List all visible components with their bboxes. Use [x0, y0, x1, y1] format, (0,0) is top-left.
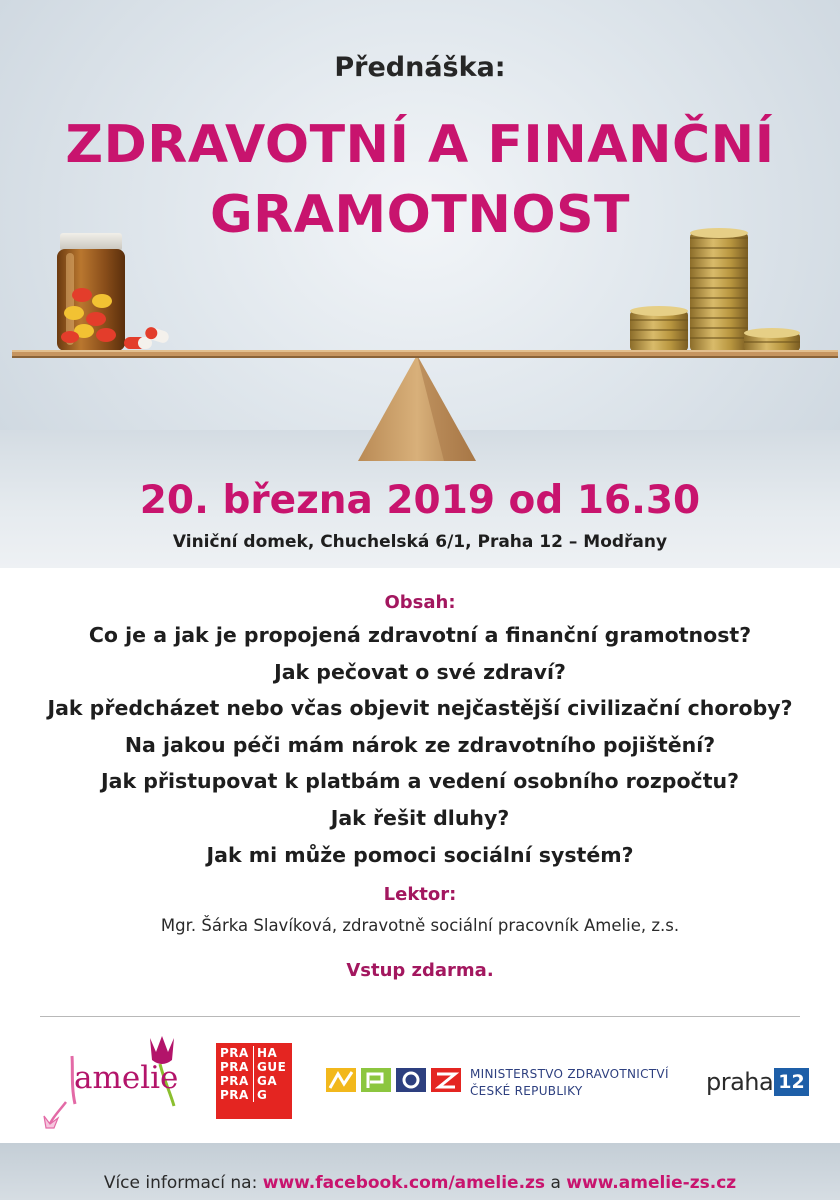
prague-logo-text: HA: [257, 1046, 278, 1060]
lecturer-name: Mgr. Šárka Slavíková, zdravotně sociální pracovník Amelie, z.s.: [160, 915, 680, 935]
topic-item: Jak pečovat o své zdraví?: [274, 659, 566, 684]
lecture-title-line-1: ZDRAVOTNÍ A FINANČNÍ: [65, 115, 775, 175]
topic-item: Co je a jak je propojená zdravotní a finanční gramotnost?: [88, 623, 752, 647]
coin-stack: [630, 306, 688, 351]
coin-stack: [690, 228, 748, 351]
balance-beam: [12, 350, 838, 358]
lecture-content: [0, 590, 840, 984]
event-date: 20. března 2019 od 16.30: [139, 478, 701, 523]
praha12-number: 12: [774, 1068, 808, 1096]
coin-stack: [744, 328, 800, 351]
prague-logo-text: GUE: [257, 1060, 287, 1074]
capsule-icon: [124, 326, 170, 349]
amelie-logo: [42, 1030, 192, 1130]
facebook-link[interactable]: www.facebook.com/amelie.zs: [262, 1173, 546, 1193]
topic-item: Jak přistupovat k platbám a vedení osobního rozpočtu?: [100, 769, 739, 794]
prague-logo-text: PRA: [220, 1060, 254, 1074]
topic-item: Jak řešit dluhy?: [330, 805, 510, 830]
amelie-wordmark: amelie: [74, 1060, 179, 1096]
prague-logo-text: PRA: [220, 1074, 254, 1088]
ministry-line-1: MINISTERSTVO ZDRAVOTNICTVÍ: [470, 1067, 669, 1081]
topic-item: Na jakou péči mám nárok ze zdravotního pojištění?: [124, 732, 716, 757]
prague-logo-text: PRA: [220, 1088, 254, 1102]
coin-stacks-icon: [630, 228, 800, 351]
praha12-logo: [706, 1066, 809, 1098]
prague-city-logo: [216, 1043, 292, 1119]
fulcrum: [358, 355, 476, 461]
ministry-line-2: ČESKÉ REPUBLIKY: [470, 1084, 583, 1098]
prague-logo-text: G: [257, 1088, 268, 1102]
footer-joiner: a: [550, 1173, 561, 1193]
topic-item: Jak předcházet nebo včas objevit nejčastější civilizační choroby?: [47, 696, 793, 721]
ministry-mark-icon: [326, 1066, 461, 1094]
praha12-word: praha: [706, 1068, 774, 1096]
logos-divider: [40, 1016, 800, 1017]
footer-prefix: Více informací na:: [103, 1173, 258, 1193]
pill-jar-icon: [57, 233, 125, 351]
topic-item: Jak mi může pomoci sociální systém?: [206, 842, 634, 867]
ministry-of-health-logo: [470, 1066, 669, 1100]
content-heading: Obsah:: [384, 592, 456, 613]
prague-logo-text: PRA: [220, 1046, 254, 1060]
footer-info: [0, 1173, 840, 1193]
lecture-title-line-2: GRAMOTNOST: [209, 185, 631, 245]
hero-banner: [0, 0, 840, 568]
topic-list: [0, 620, 840, 870]
balance-scale-illustration: [0, 225, 840, 465]
website-link[interactable]: www.amelie-zs.cz: [566, 1173, 737, 1193]
prague-logo-text: GA: [257, 1074, 278, 1088]
footer-bar: [0, 1143, 840, 1200]
free-entry-note: Vstup zdarma.: [346, 959, 494, 981]
event-venue: Viniční domek, Chuchelská 6/1, Praha 12 – Modřany: [172, 532, 668, 552]
lecturer-heading: Lektor:: [383, 883, 457, 905]
lecture-pretitle: Přednáška:: [334, 52, 506, 83]
